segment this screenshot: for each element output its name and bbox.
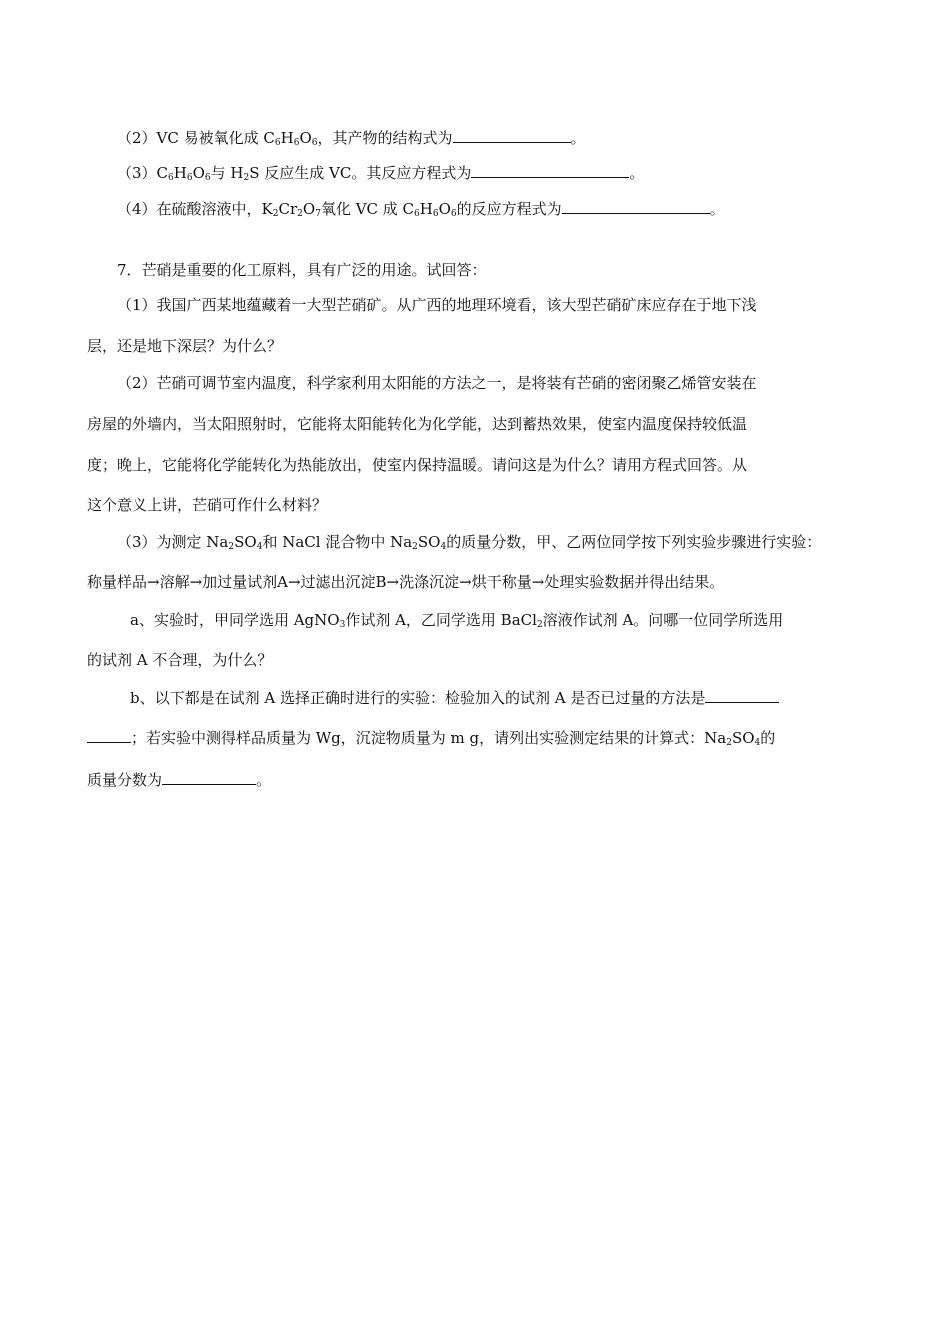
- q7-part2-line2: 房屋的外墙内，当太阳照射时，它能将太阳能转化为化学能，达到蓄热效果，使室内温度保持较低温: [87, 415, 748, 433]
- q7-part-a-line1: a、实验时，甲同学选用 AgNO$_3$作试剂 A，乙同学选用 BaCl$_2$溶液作试剂 A。问哪一位同学所选用: [130, 611, 784, 630]
- answer-blank[interactable]: [471, 163, 629, 178]
- answer-blank[interactable]: [162, 770, 256, 785]
- q7-part1-line2: 层，还是地下深层？为什么？: [87, 337, 283, 355]
- q7-part1-line1: （1）我国广西某地蕴藏着一大型芒硝矿。从广西的地理环境看，该大型芒硝矿床应存在于地下浅: [117, 296, 757, 314]
- q6-part2: （2）VC 易被氧化成 $C_6H_6O_6$，其产物的结构式为 。: [117, 129, 586, 148]
- q7-intro: 7．芒硝是重要的化工原料，具有广泛的用途。试回答：: [117, 261, 487, 279]
- q7-part-b-line3: 质量分数为 。: [87, 771, 272, 789]
- q7-part2-line1: （2）芒硝可调节室内温度，科学家利用太阳能的方法之一，是将装有芒硝的密闭聚乙烯管安装在: [117, 374, 757, 392]
- answer-blank[interactable]: [562, 199, 710, 214]
- q7-part-a-line2: 的试剂 A 不合理，为什么？: [87, 651, 273, 669]
- answer-blank[interactable]: [705, 688, 779, 703]
- q6-part3: $(3)C_6H_6O_6$与 $H_2S$ 反应生成 VC。其反应方程式为 。: [117, 164, 645, 183]
- q6-part4: （4）在硫酸溶液中，$K_2Cr_2O_7$氧化 VC 成 $C_6H_6O_6$的反应方程式为 。: [117, 200, 725, 219]
- q7-part2-line4: 这个意义上讲，芒硝可作什么材料？: [87, 496, 328, 514]
- q7-part2-line3: 度；晚上，它能将化学能转化为热能放出，使室内保持温暖。请问这是为什么？请用方程式回答。从: [87, 456, 748, 474]
- answer-blank[interactable]: [453, 128, 571, 143]
- q7-part-b-line1: b、以下都是在试剂 A 选择正确时进行的实验：检验加入的试剂 A 是否已过量的方法是: [130, 688, 779, 708]
- q7-part3-line1: （3）为测定 $Na_2SO_4$和 NaCl 混合物中 $Na_2SO_4$的质量分数，甲、乙两位同学按下列实验步骤进行实验：: [117, 533, 822, 552]
- answer-blank[interactable]: [87, 728, 131, 743]
- q7-part-b-line2: ；若实验中测得样品质量为 Wg，沉淀物质量为 m g，请列出实验测定结果的计算式：$Na_2SO_4$的: [87, 728, 775, 748]
- q7-part3-line2: 称量样品→溶解→加过量试剂A→过滤出沉淀B→洗涤沉淀→烘干称量→处理实验数据并得出结果。: [87, 573, 725, 591]
